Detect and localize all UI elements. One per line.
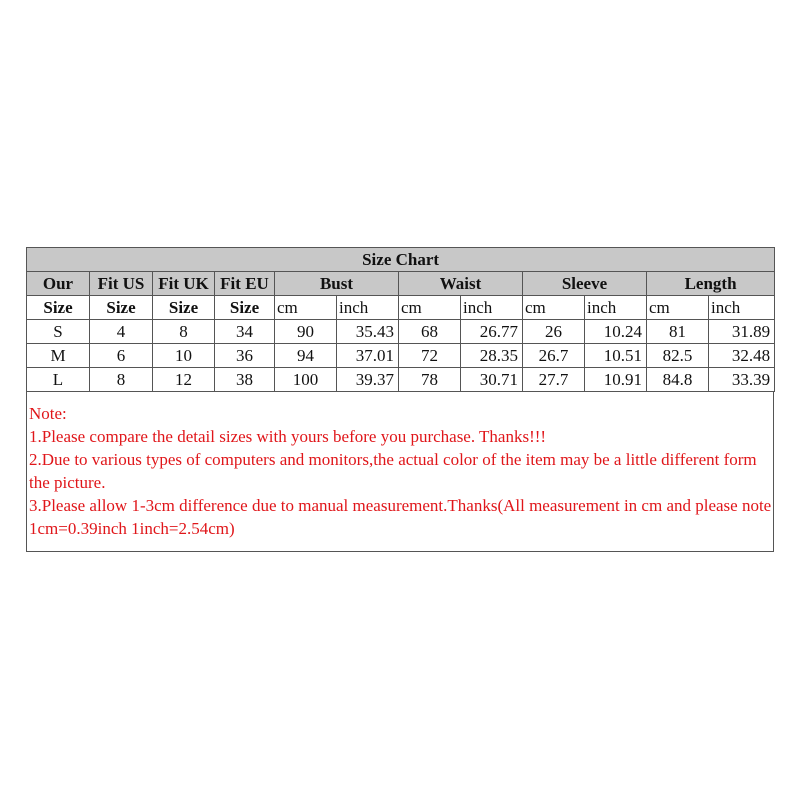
header-fit-uk-top: Fit UK <box>153 272 215 296</box>
cell-sleeve-inch: 10.51 <box>585 344 647 368</box>
cell-length-inch: 31.89 <box>709 320 775 344</box>
cell-length-cm: 82.5 <box>647 344 709 368</box>
chart-title: Size Chart <box>27 248 775 272</box>
cell-eu: 36 <box>215 344 275 368</box>
unit-bust-inch: inch <box>337 296 399 320</box>
cell-bust-cm: 100 <box>275 368 337 392</box>
size-chart <box>26 247 774 552</box>
cell-bust-inch: 37.01 <box>337 344 399 368</box>
cell-uk: 8 <box>153 320 215 344</box>
cell-sleeve-cm: 27.7 <box>523 368 585 392</box>
cell-waist-inch: 26.77 <box>461 320 523 344</box>
size-table <box>26 247 775 392</box>
unit-length-inch: inch <box>709 296 775 320</box>
table-row <box>27 320 775 344</box>
cell-waist-cm: 78 <box>399 368 461 392</box>
cell-us: 8 <box>90 368 153 392</box>
title-row <box>27 248 775 272</box>
cell-waist-inch: 28.35 <box>461 344 523 368</box>
header-fit-uk-bottom: Size <box>153 296 215 320</box>
unit-waist-inch: inch <box>461 296 523 320</box>
cell-length-inch: 32.48 <box>709 344 775 368</box>
cell-bust-cm: 90 <box>275 320 337 344</box>
header-row-1 <box>27 272 775 296</box>
note-line-2: 2.Due to various types of computers and monitors,the actual color of the item may be a little different form the picture. <box>29 450 757 492</box>
header-fit-us-top: Fit US <box>90 272 153 296</box>
note-line-1: 1.Please compare the detail sizes with yours before you purchase. Thanks!!! <box>29 427 547 446</box>
cell-eu: 34 <box>215 320 275 344</box>
header-row-2 <box>27 296 775 320</box>
cell-sleeve-cm: 26.7 <box>523 344 585 368</box>
note-heading: Note: <box>29 404 67 423</box>
cell-size: S <box>27 320 90 344</box>
cell-eu: 38 <box>215 368 275 392</box>
cell-sleeve-inch: 10.91 <box>585 368 647 392</box>
cell-bust-inch: 39.37 <box>337 368 399 392</box>
header-bust: Bust <box>275 272 399 296</box>
cell-uk: 12 <box>153 368 215 392</box>
table-row <box>27 368 775 392</box>
cell-waist-inch: 30.71 <box>461 368 523 392</box>
cell-sleeve-inch: 10.24 <box>585 320 647 344</box>
cell-length-cm: 84.8 <box>647 368 709 392</box>
unit-length-cm: cm <box>647 296 709 320</box>
header-our-size-bottom: Size <box>27 296 90 320</box>
header-fit-eu-top: Fit EU <box>215 272 275 296</box>
cell-us: 4 <box>90 320 153 344</box>
cell-bust-cm: 94 <box>275 344 337 368</box>
cell-us: 6 <box>90 344 153 368</box>
table-row <box>27 344 775 368</box>
header-sleeve: Sleeve <box>523 272 647 296</box>
cell-length-inch: 33.39 <box>709 368 775 392</box>
cell-size: M <box>27 344 90 368</box>
cell-length-cm: 81 <box>647 320 709 344</box>
note-line-3: 3.Please allow 1-3cm difference due to manual measurement.Thanks(All measurement in cm and please note 1cm=0.39inch 1inch=2.54cm) <box>29 496 772 538</box>
unit-waist-cm: cm <box>399 296 461 320</box>
cell-sleeve-cm: 26 <box>523 320 585 344</box>
cell-size: L <box>27 368 90 392</box>
cell-waist-cm: 72 <box>399 344 461 368</box>
unit-bust-cm: cm <box>275 296 337 320</box>
header-our-size-top: Our <box>27 272 90 296</box>
header-waist: Waist <box>399 272 523 296</box>
unit-sleeve-cm: cm <box>523 296 585 320</box>
notes-box <box>26 392 774 552</box>
cell-bust-inch: 35.43 <box>337 320 399 344</box>
header-length: Length <box>647 272 775 296</box>
unit-sleeve-inch: inch <box>585 296 647 320</box>
header-fit-eu-bottom: Size <box>215 296 275 320</box>
cell-uk: 10 <box>153 344 215 368</box>
cell-waist-cm: 68 <box>399 320 461 344</box>
header-fit-us-bottom: Size <box>90 296 153 320</box>
